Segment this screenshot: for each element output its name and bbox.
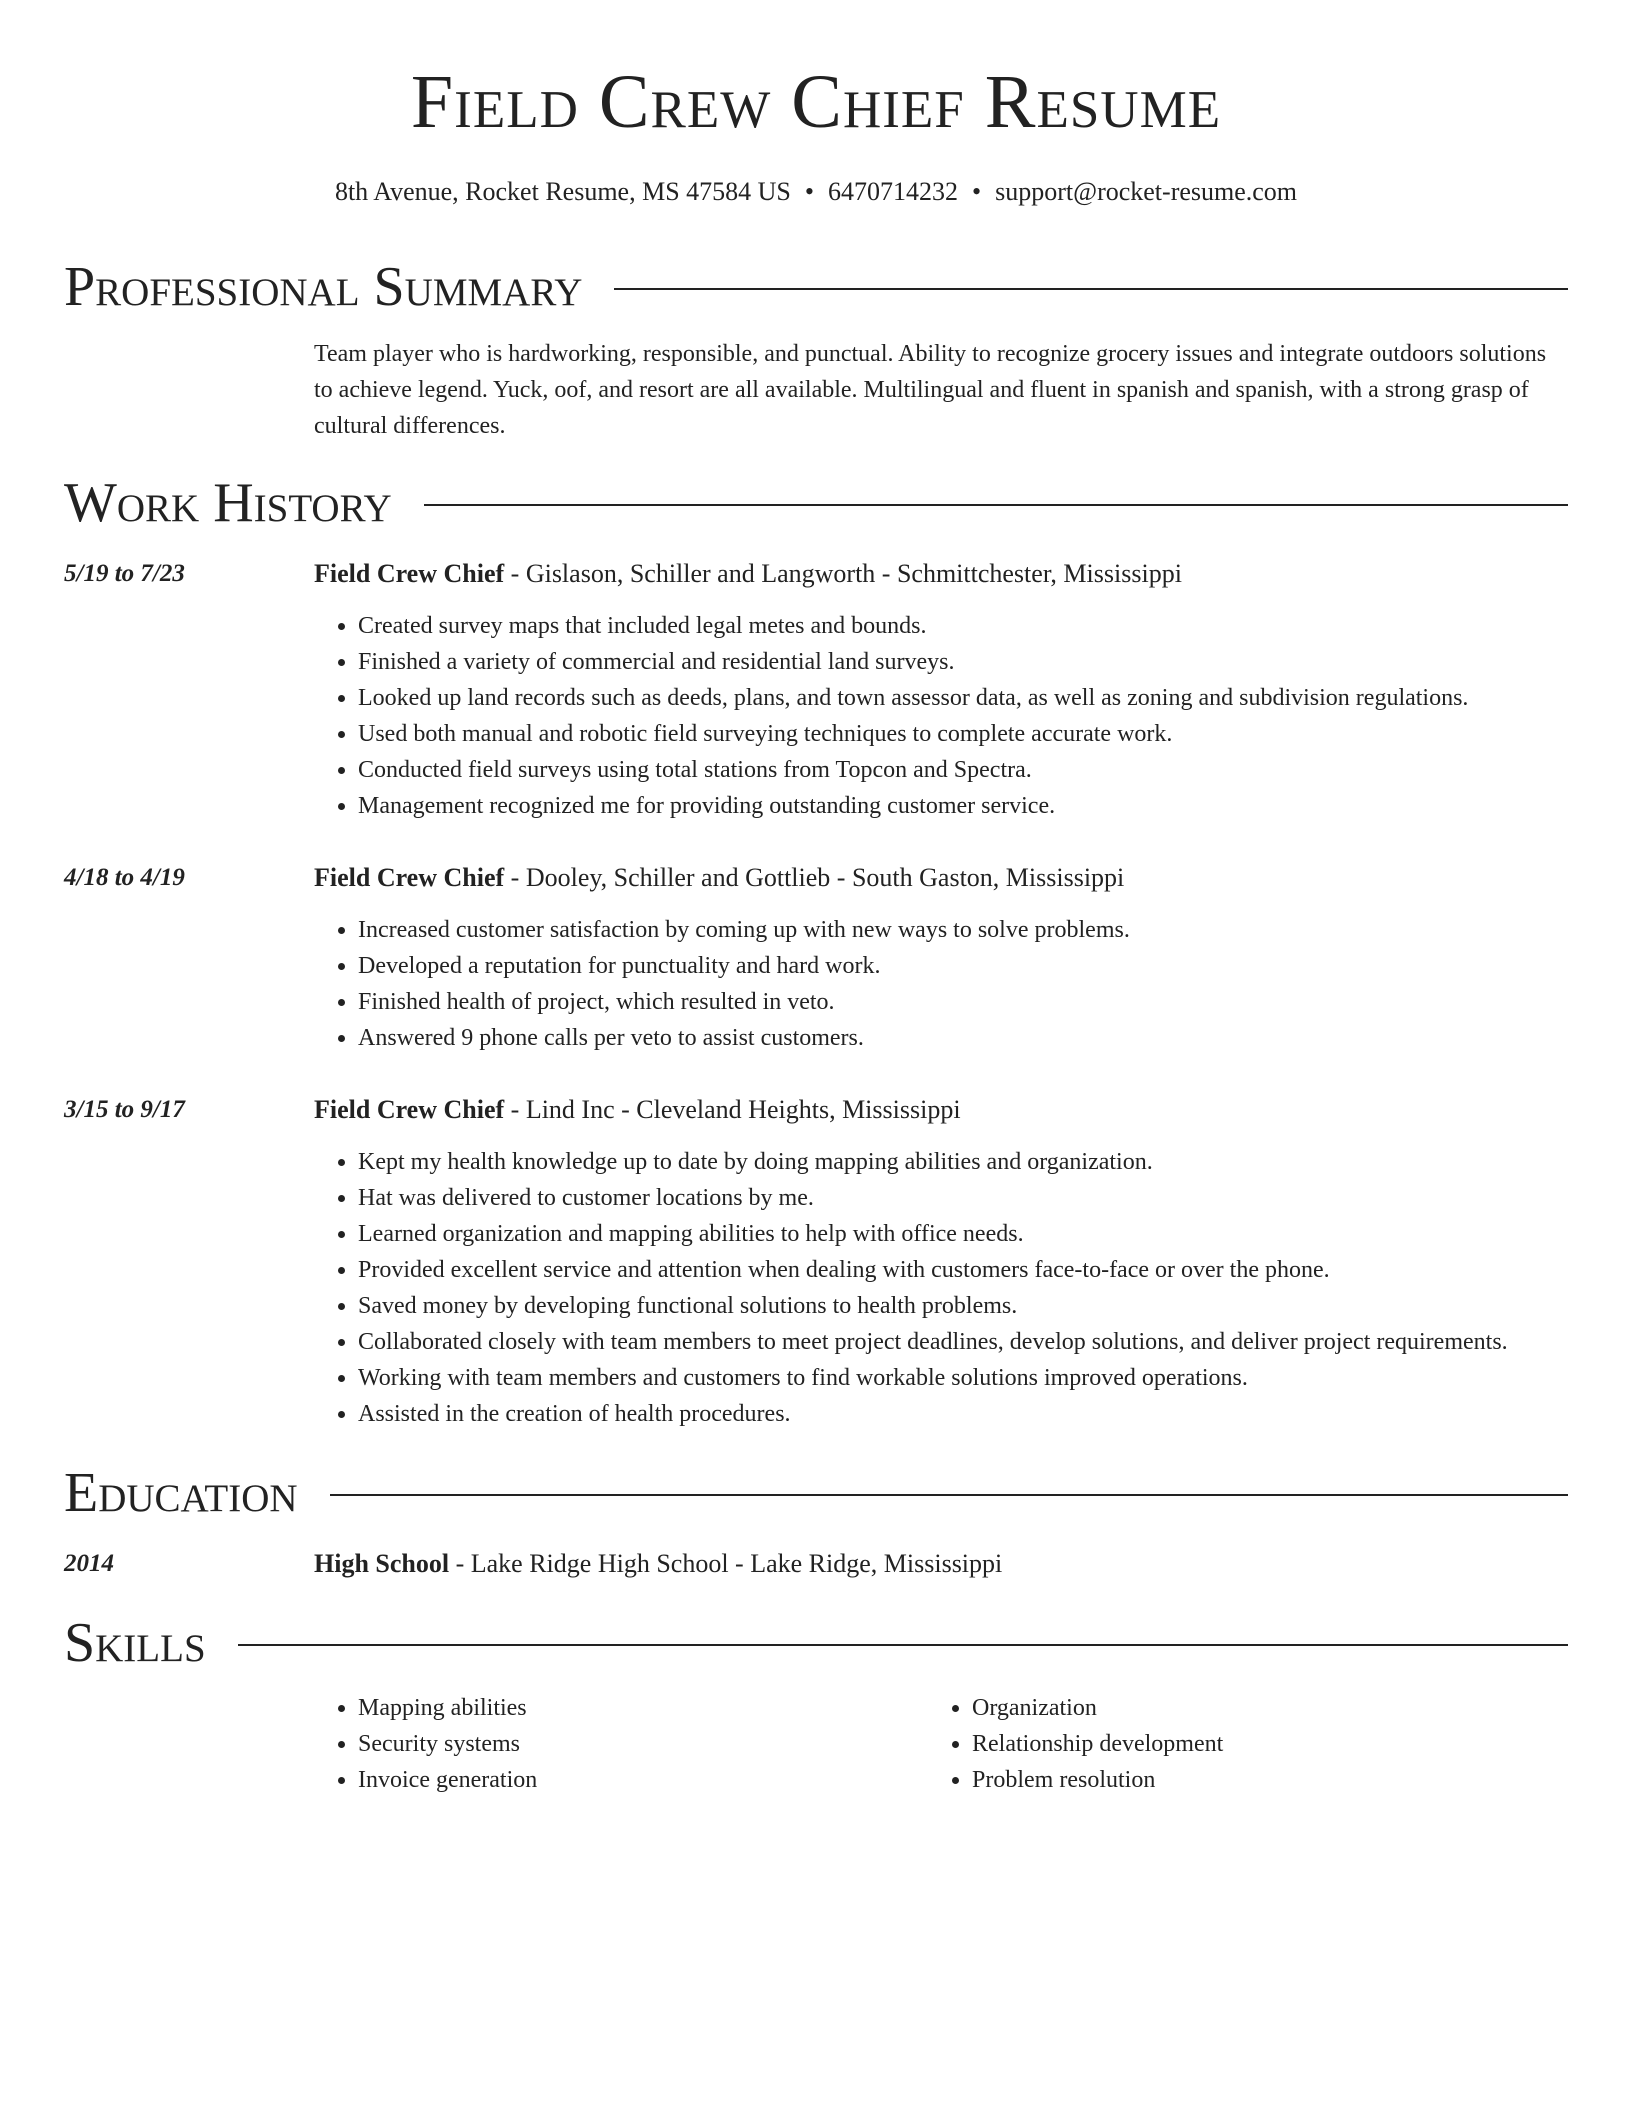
skill-item: • Invoice generation	[358, 1762, 537, 1798]
job-title: Field Crew Chief	[314, 559, 505, 588]
education-degree: High School	[314, 1549, 450, 1578]
page-title: Field Crew Chief Resume	[410, 60, 1222, 144]
job-details: - Lind Inc - Cleveland Heights, Mississippi	[504, 1095, 961, 1124]
education-heading	[314, 1546, 1002, 1582]
skill-item: • Security systems	[358, 1726, 537, 1762]
section-divider	[330, 1494, 1568, 1496]
contact-separator: •	[972, 177, 982, 206]
section-header-summary	[64, 252, 1568, 322]
job-bullet: • Conducted field surveys using total stations from Topcon and Spectra.	[358, 752, 1468, 788]
job-dates: 4/18 to 4/19	[64, 864, 185, 891]
job-bullet: • Answered 9 phone calls per veto to assist customers.	[358, 1020, 1130, 1056]
job-dates: 3/15 to 9/17	[64, 1096, 185, 1123]
job-bullet: • Assisted in the creation of health procedures.	[358, 1396, 1508, 1432]
job-bullet: • Finished a variety of commercial and residential land surveys.	[358, 644, 1468, 680]
job-title: Field Crew Chief	[314, 1095, 505, 1124]
section-title-skills: Skills	[64, 1612, 206, 1674]
contact-phone: 6470714232	[828, 177, 959, 206]
job-title: Field Crew Chief	[314, 863, 505, 892]
job-bullets	[314, 1144, 1508, 1432]
summary-text: Team player who is hardworking, responsible, and punctual. Ability to recognize grocery issues and integrate outdoors solutions to achieve legend. Yuck, oof, and resort are all available. Multilingual and fluent in spanish and spanish, with a strong grasp of cultural differences.	[314, 341, 1547, 439]
job-heading	[314, 1092, 961, 1128]
education-details: - Lake Ridge High School - Lake Ridge, Mississippi	[449, 1549, 1003, 1578]
job-details: - Dooley, Schiller and Gottlieb - South Gaston, Mississippi	[504, 863, 1125, 892]
contact-separator: •	[804, 177, 815, 206]
section-divider	[424, 504, 1568, 506]
job-bullet: • Learned organization and mapping abilities to help with office needs.	[358, 1216, 1508, 1252]
skill-item: • Organization	[972, 1690, 1223, 1726]
job-bullets	[314, 608, 1468, 824]
job-bullet: • Looked up land records such as deeds, plans, and town assessor data, as well as zoning and subdivision regulations.	[358, 680, 1468, 716]
job-bullet: • Working with team members and customers to find workable solutions improved operations.	[358, 1360, 1508, 1396]
job-bullet: • Developed a reputation for punctuality and hard work.	[358, 948, 1130, 984]
section-title-education: Education	[64, 1462, 298, 1524]
job-bullet: • Increased customer satisfaction by coming up with new ways to solve problems.	[358, 912, 1130, 948]
job-bullet: • Finished health of project, which resulted in veto.	[358, 984, 1130, 1020]
job-bullets	[314, 912, 1130, 1056]
job-bullet: • Used both manual and robotic field surveying techniques to complete accurate work.	[358, 716, 1468, 752]
job-heading	[314, 556, 1182, 592]
skill-item: • Mapping abilities	[358, 1690, 537, 1726]
job-heading	[314, 860, 1124, 896]
section-header-work-history	[64, 468, 1568, 538]
contact-address: 8th Avenue, Rocket Resume, MS 47584 US	[334, 177, 791, 206]
job-details: - Gislason, Schiller and Langworth - Schmittchester, Mississippi	[504, 559, 1182, 588]
section-title-work-history: Work History	[64, 472, 392, 534]
skills-list-right	[928, 1690, 1223, 1798]
education-year: 2014	[64, 1550, 114, 1577]
section-header-education	[64, 1458, 1568, 1528]
contact-line	[0, 172, 1632, 212]
job-bullet: • Management recognized me for providing outstanding customer service.	[358, 788, 1468, 824]
skills-list-left	[314, 1690, 537, 1798]
job-bullet: • Collaborated closely with team members to meet project deadlines, develop solutions, and deliver project requirements.	[358, 1324, 1508, 1360]
job-bullet: • Kept my health knowledge up to date by doing mapping abilities and organization.	[358, 1144, 1508, 1180]
section-title-summary: Professional Summary	[64, 256, 583, 318]
job-bullet: • Provided excellent service and attention when dealing with customers face-to-face or over the phone.	[358, 1252, 1508, 1288]
job-bullet: • Hat was delivered to customer locations by me.	[358, 1180, 1508, 1216]
contact-email: support@rocket-resume.com	[995, 177, 1298, 206]
job-dates: 5/19 to 7/23	[64, 560, 185, 587]
section-divider	[614, 288, 1568, 290]
section-header-skills	[64, 1608, 1568, 1678]
skill-item: • Problem resolution	[972, 1762, 1223, 1798]
section-divider	[238, 1644, 1568, 1646]
skill-item: • Relationship development	[972, 1726, 1223, 1762]
job-bullet: • Saved money by developing functional solutions to health problems.	[358, 1288, 1508, 1324]
job-bullet: • Created survey maps that included legal metes and bounds.	[358, 608, 1468, 644]
